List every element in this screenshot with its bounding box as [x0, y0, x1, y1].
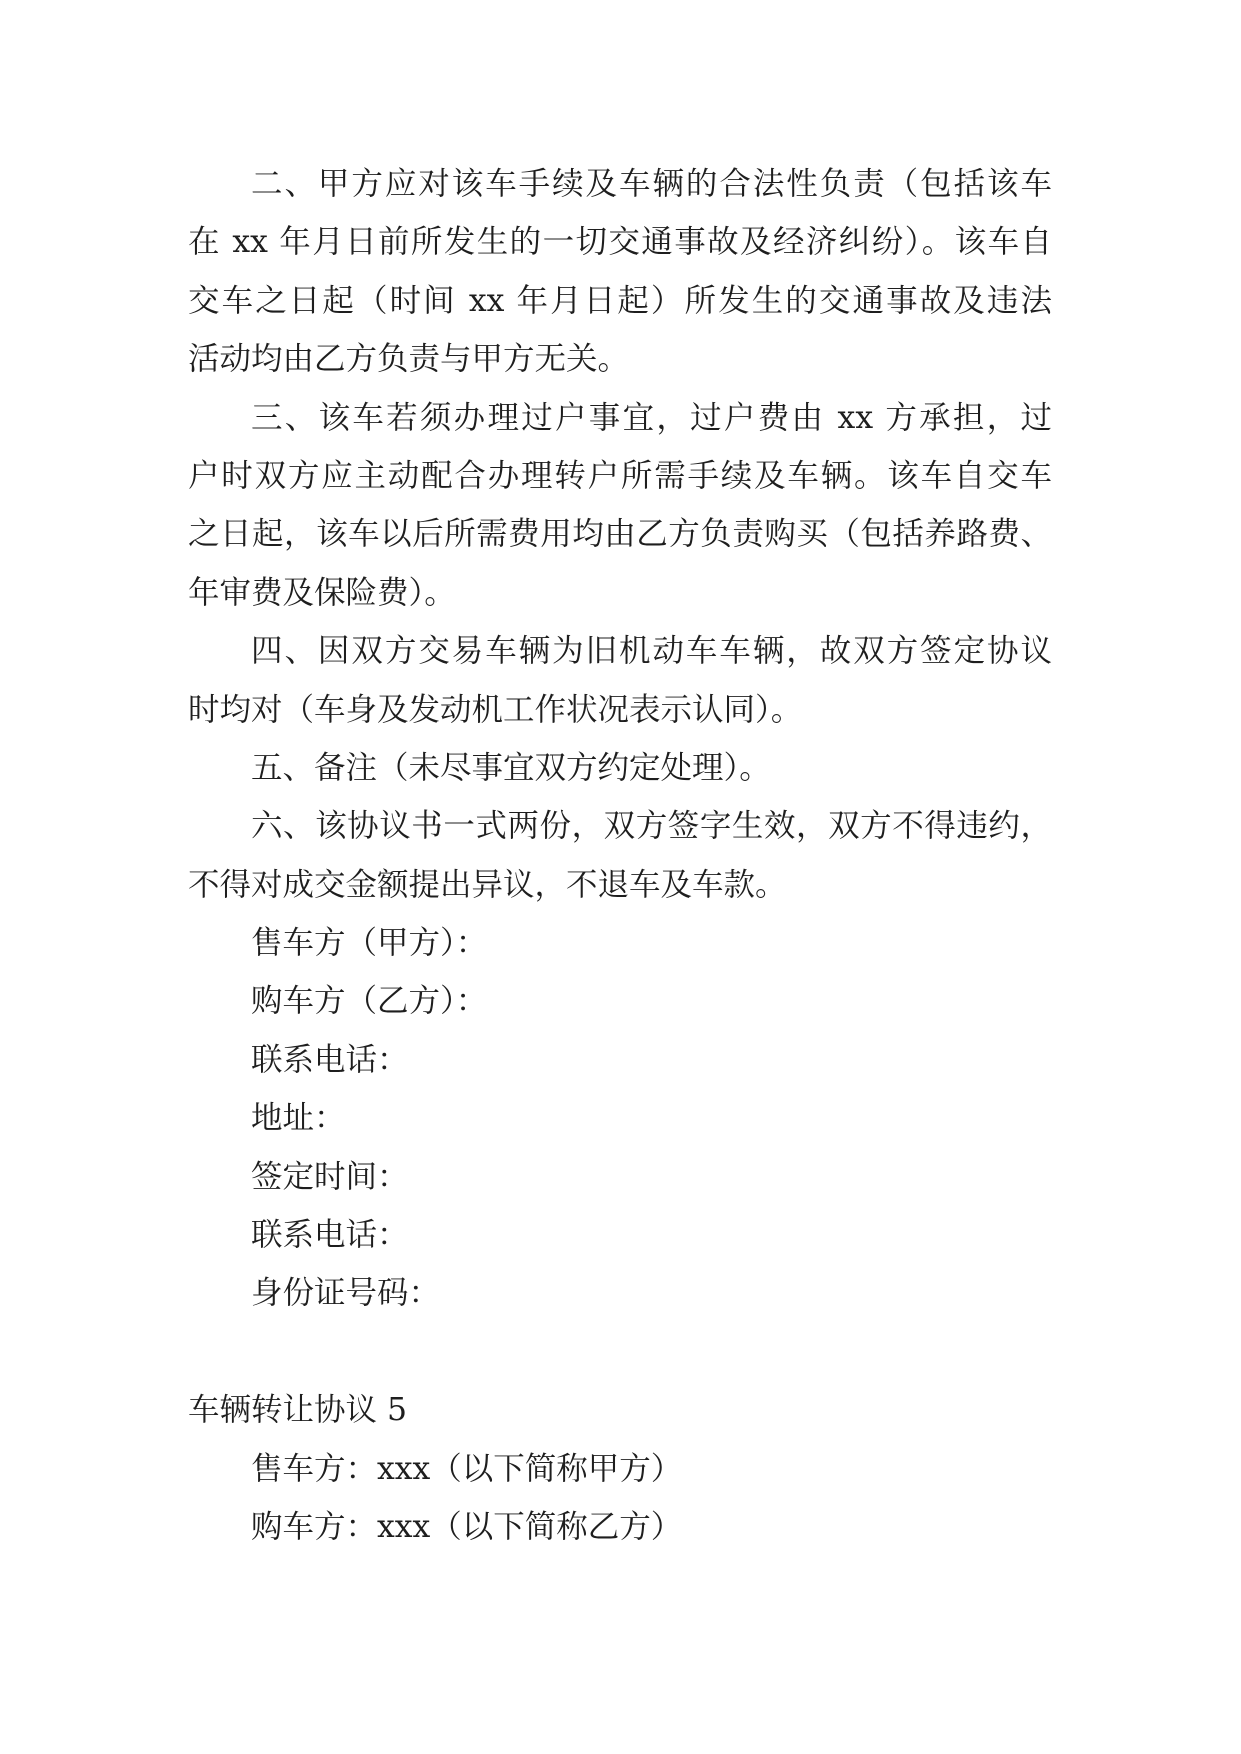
clause-4 [188, 622, 1052, 739]
clause-2-line-3: 交车之日起（时间 xx 年月日起）所发生的交通事故及违法 [188, 282, 1052, 319]
clause-4-line-1: 四、因双方交易车辆为旧机动车车辆，故双方签定协议 [251, 633, 1052, 670]
blank-line [188, 1323, 1052, 1381]
clause-5-line-1: 五、备注（未尽事宜双方约定处理）。 [251, 749, 771, 786]
section-title: 车辆转让协议 5 [188, 1392, 408, 1429]
clause-3-line-2: 户时双方应主动配合办理转户所需手续及车辆。该车自交车 [188, 457, 1052, 494]
id-number-field-label: 身份证号码： [251, 1275, 441, 1312]
clause-3-line-1: 三、该车若须办理过户事宜，过户费由 xx 方承担，过 [251, 399, 1052, 436]
clause-2-line-2: 在 xx 年月日前所发生的一切交通事故及经济纠纷）。该车自 [188, 224, 1052, 261]
buyer-field-label: 购车方（乙方）： [251, 983, 488, 1020]
buyer-party-line: 购车方：xxx（以下简称乙方） [251, 1508, 683, 1545]
clause-6-line-2: 不得对成交金额提出异议，不退车及车款。 [188, 866, 787, 903]
clause-2-line-4: 活动均由乙方负责与甲方无关。 [188, 341, 630, 378]
parties-block [188, 1440, 1052, 1557]
clause-6-line-1: 六、该协议书一式两份，双方签字生效，双方不得违约， [251, 808, 1052, 845]
seller-field-label: 售车方（甲方）： [251, 925, 488, 962]
phone-field-label-2: 联系电话： [251, 1217, 409, 1254]
signature-block [188, 914, 1052, 1323]
clause-3 [188, 389, 1052, 623]
clause-3-line-4: 年审费及保险费）。 [188, 574, 456, 611]
phone-field-label: 联系电话： [251, 1041, 409, 1078]
clause-6 [188, 797, 1052, 914]
address-field-label: 地址： [251, 1100, 346, 1137]
clause-2 [188, 155, 1052, 389]
sign-date-field-label: 签定时间： [251, 1158, 409, 1195]
document-body [188, 155, 1052, 1556]
clause-4-line-2: 时均对（车身及发动机工作状况表示认同）。 [188, 691, 803, 728]
clause-5 [188, 739, 1052, 797]
clause-2-line-1: 二、甲方应对该车手续及车辆的合法性负责（包括该车 [251, 166, 1052, 202]
clause-3-line-3: 之日起，该车以后所需费用均由乙方负责购买（包括养路费、 [188, 516, 1052, 553]
seller-party-line: 售车方：xxx（以下简称甲方） [251, 1450, 683, 1487]
